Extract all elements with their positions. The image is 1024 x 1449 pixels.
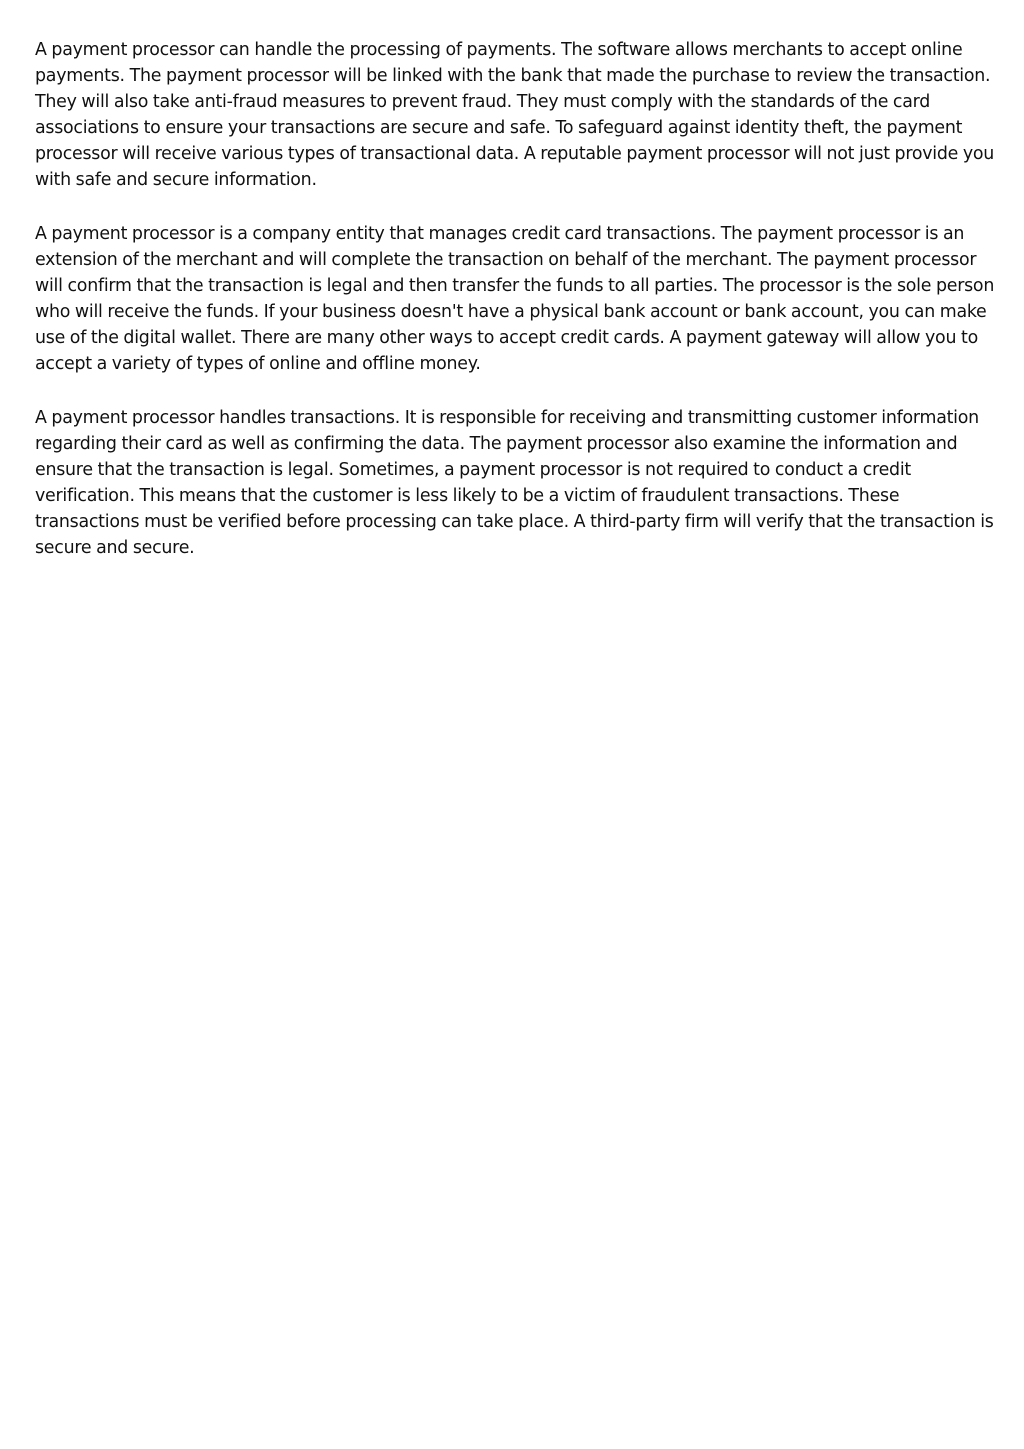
paragraph-1: A payment processor can handle the processing of payments. The software allows merchants to accept online payments. The payment processor will be linked with the bank that made the purchase to review the transaction. They will also take anti-fraud measures to prevent fraud. They must comply with the standards of the card associations to ensure your transactions are secure and safe. To safeguard against identity theft, the payment processor will receive various types of transactional data. A reputable payment processor will not just provide you with safe and secure information.: [35, 40, 995, 190]
paragraph-2: A payment processor is a company entity that manages credit card transactions. The payment processor is an extension of the merchant and will complete the transaction on behalf of the merchant. The payment processor will confirm that the transaction is legal and then transfer the funds to all parties. The processor is the sole person who will receive the funds. If your business doesn't have a physical bank account or bank account, you can make use of the digital wallet. There are many other ways to accept credit cards. A payment gateway will allow you to accept a variety of types of online and offline money.: [35, 224, 995, 374]
paragraph-3: A payment processor handles transactions. It is responsible for receiving and transmitting customer information regarding their card as well as confirming the data. The payment processor also examine the information and ensure that the transaction is legal. Sometimes, a payment processor is not required to conduct a credit verification. This means that the customer is less likely to be a victim of fraudulent transactions. These transactions must be verified before processing can take place. A third-party firm will verify that the transaction is secure and secure.: [35, 408, 994, 558]
document-page: [35, 37, 995, 589]
